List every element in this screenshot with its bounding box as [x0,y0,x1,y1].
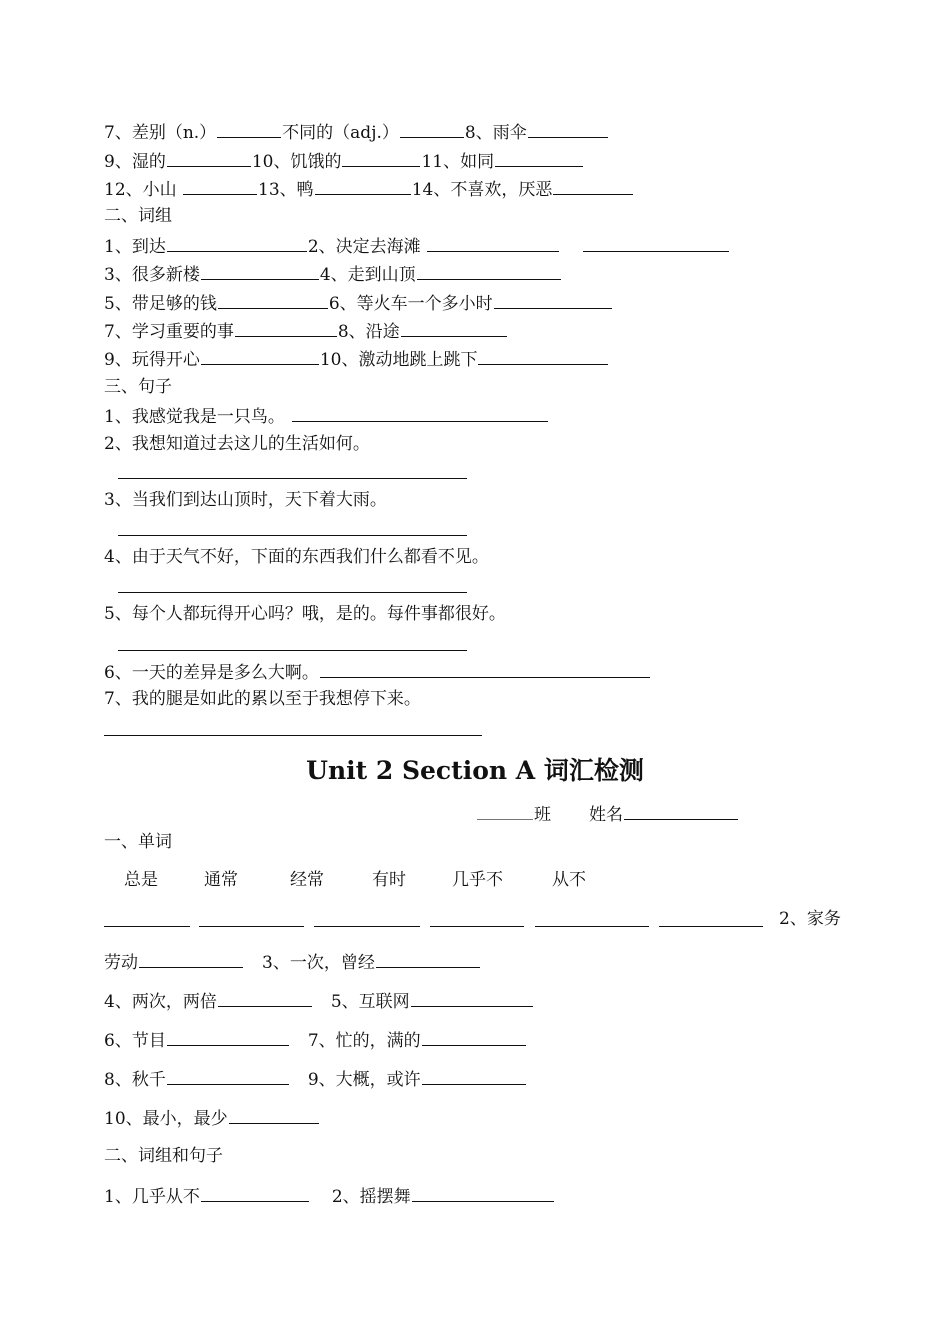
item-label: 1、到达 [104,237,166,257]
item-label: 5、互联网 [330,992,410,1012]
answer-blank[interactable] [167,150,251,167]
item-label: 3、很多新楼 [104,265,200,285]
answer-line[interactable] [199,926,304,927]
item-label: 1、几乎从不 [104,1187,200,1207]
class-blank[interactable] [477,803,533,820]
item-label: 10、最小，最少 [104,1109,228,1129]
answer-blank[interactable] [422,1068,526,1085]
item-label: 不同的（adj.） [282,123,399,143]
answer-blank[interactable] [417,263,561,280]
answer-blank[interactable] [183,178,257,195]
item-label: 11、如同 [421,152,495,172]
answer-blank[interactable] [315,178,411,195]
item-label: 7、学习重要的事 [104,322,234,342]
item-label: 7、差别（n.） [104,123,217,143]
sentence-text: 6、一天的差异是多么大啊。 [104,663,319,683]
answer-blank[interactable] [217,121,281,138]
class-label: 班 [534,805,551,825]
item-label: 4、两次，两倍 [104,992,217,1012]
sentence-1 [104,405,549,427]
vocab-row [104,951,481,973]
item-label: 8、秋千 [104,1070,166,1090]
item-label: 3、一次，曾经 [262,953,375,973]
item-label: 9、大概，或许 [307,1070,421,1090]
answer-blank[interactable] [401,320,507,337]
item-label: 6、等火车一个多小时 [328,294,493,314]
item-label: 13、鸭 [258,180,314,200]
phrase-row-1 [104,235,730,257]
vocab-row [104,1029,527,1051]
sentence-4: 4、由于天气不好，下面的东西我们什么都看不见。 [104,547,489,567]
answer-blank[interactable] [528,121,608,138]
answer-blank[interactable] [292,405,548,422]
answer-line[interactable] [659,926,763,927]
answer-blank[interactable] [218,990,312,1007]
section-heading-words: 一、单词 [104,832,172,852]
answer-blank[interactable] [400,121,464,138]
sentence-2: 2、我想知道过去这儿的生活如何。 [104,434,370,454]
item-label: 12、小山 [104,180,183,200]
item-label: 10、饥饿的 [251,152,342,172]
answer-blank[interactable] [422,1029,526,1046]
answer-blank[interactable] [167,1029,289,1046]
vocab-row-1 [104,121,609,143]
word-prompt: 总是 [124,870,158,890]
answer-line[interactable] [314,926,420,927]
item-label: 劳动 [104,953,138,973]
phrase-row [104,1185,555,1207]
page-title: Unit 2 Section A 词汇检测 [306,756,644,785]
answer-line[interactable] [118,535,467,536]
answer-blank[interactable] [167,235,307,252]
answer-blank[interactable] [553,178,633,195]
answer-blank[interactable] [201,1185,309,1202]
item-label: 5、带足够的钱 [104,294,217,314]
item-label: 7、忙的，满的 [307,1031,421,1051]
item-label: 2、家务 [779,909,841,929]
vocab-row-3 [104,178,634,200]
sentence-7: 7、我的腿是如此的累以至于我想停下来。 [104,689,421,709]
answer-blank[interactable] [478,348,608,365]
vocab-row [104,1107,320,1129]
word-prompt: 有时 [372,870,406,890]
answer-blank[interactable] [139,951,243,968]
answer-line[interactable] [535,926,649,927]
answer-blank[interactable] [376,951,480,968]
sentence-text: 1、我感觉我是一只鸟。 [104,407,285,427]
phrase-row-5 [104,348,609,370]
answer-blank[interactable] [495,150,583,167]
item-label: 10、激动地跳上跳下 [319,350,478,370]
answer-line[interactable] [104,926,190,927]
answer-blank[interactable] [494,292,612,309]
answer-blank[interactable] [411,990,533,1007]
sentence-3: 3、当我们到达山顶时，天下着大雨。 [104,490,387,510]
item-label: 2、决定去海滩 [307,237,427,257]
item-label: 2、摇摆舞 [331,1187,411,1207]
answer-blank[interactable] [583,235,729,252]
item-label: 6、节目 [104,1031,166,1051]
vocab-row [104,1068,527,1090]
item-label: 9、湿的 [104,152,166,172]
answer-blank[interactable] [218,292,328,309]
answer-line[interactable] [118,592,467,593]
answer-blank[interactable] [412,1185,554,1202]
sentence-6 [104,661,651,683]
vocab-row-2 [104,150,584,172]
answer-blank[interactable] [201,263,319,280]
item-label: 4、走到山顶 [319,265,416,285]
vocab-row [104,990,534,1012]
answer-blank[interactable] [235,320,337,337]
phrase-row-3 [104,292,613,314]
phrase-row-2 [104,263,562,285]
answer-blank[interactable] [320,661,650,678]
answer-blank[interactable] [167,1068,289,1085]
phrase-row-4 [104,320,508,342]
sentence-5: 5、每个人都玩得开心吗？哦，是的。每件事都很好。 [104,604,506,624]
word-prompt: 从不 [552,870,586,890]
answer-blank[interactable] [427,235,559,252]
word-prompt: 几乎不 [452,870,503,890]
word-prompt: 通常 [204,870,238,890]
answer-blank[interactable] [201,348,319,365]
item-label: 8、雨伞 [464,123,527,143]
section-heading-phrases: 二、词组 [104,206,172,226]
answer-line[interactable] [118,478,467,479]
class-name-row [476,803,739,825]
name-label: 姓名 [589,805,623,825]
name-blank[interactable] [624,803,738,820]
item-label: 8、沿途 [337,322,400,342]
section-heading-sentences: 三、句子 [104,377,172,397]
answer-blank[interactable] [342,150,420,167]
answer-blank[interactable] [229,1107,319,1124]
section-heading-phrases-sentences: 二、词组和句子 [104,1146,223,1166]
item-label: 14、不喜欢，厌恶 [411,180,553,200]
word-prompt: 经常 [290,870,324,890]
item-label: 9、玩得开心 [104,350,200,370]
answer-line[interactable] [118,650,467,651]
answer-line[interactable] [430,926,524,927]
answer-line[interactable] [104,735,482,736]
